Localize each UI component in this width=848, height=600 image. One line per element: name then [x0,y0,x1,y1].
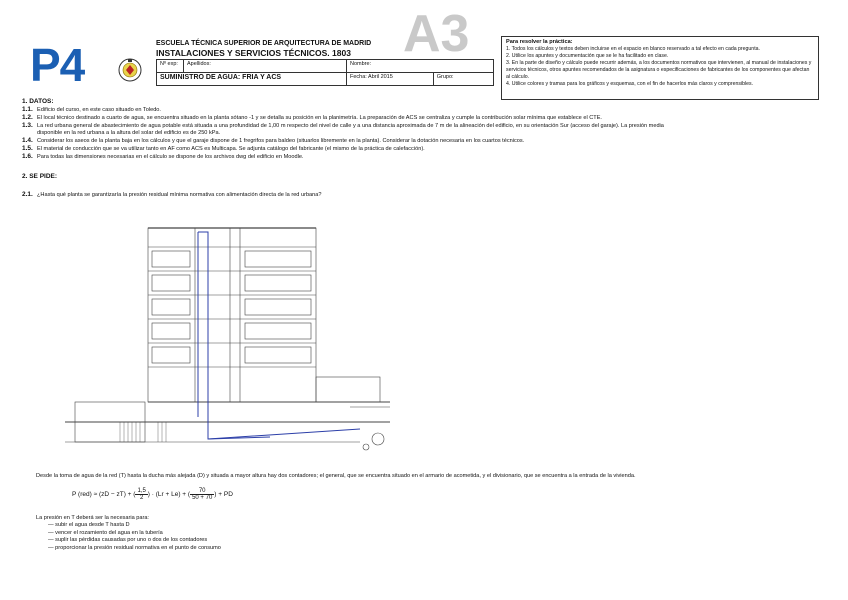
data-item: 1.3. La red urbana general de abastecimiento de agua potable está situada a una profundidad de 1,00 m respecto del nivel de calle y a una distancia aproximada de 7 m de la alineación del edificio, en su orientación Sur (acceso del garaje). La presión media [22,122,664,129]
data-item: 1.1. Edificio del curso, en este caso situado en Toledo. [22,106,161,113]
instructions-box [501,36,819,100]
list-item: — vencer el rozamiento del agua en la tubería [48,530,221,538]
sheet-format: A3 [403,5,470,63]
data-list [22,106,664,161]
list-item: — proporcionar la presión residual normativa en el punto de consumo [48,545,221,553]
question-number: 2.1. [22,191,33,198]
course-name: INSTALACIONES Y SERVICIOS TÉCNICOS. 1803 [156,48,351,58]
instructions-item: 4. Utilice colores y tramas para los gráficos y esquemas, con el fin de hacerlos más claros y comprensibles. [506,81,754,87]
formula-term-2: · (Lr + Le) + [151,491,187,499]
instructions-item: 2. Utilice los apuntes y documentación que se le ha facilitado en clase. [506,53,669,59]
data-item: disponible en la red urbana a la altura del solar del edificio es de 250 kPa. [37,130,221,136]
instructions-title: Para resolver la práctica: [506,39,573,45]
pressure-formula: P (red) ≈ (zD − zT) + ( $\frac{1,5}{2}$ ) · (Lr + Le) + ( $\frac{70}{50 + 70}$ ) + PD [72,488,233,501]
ask-section-title: 2. SE PIDE: [22,173,58,180]
list-item: — subir el agua desde T hasta D [48,522,221,530]
university-seal-icon [117,56,143,84]
need-list [48,522,221,552]
instructions-item: 1. Todos los cálculos y textos deben incluirse en el espacio en blanco reservado a tal efecto en cada pregunta. [506,46,760,52]
formula-fraction-1: $\frac{1,5}{2}$ [137,488,146,501]
surname-field[interactable]: Apellidos: [184,60,347,73]
question-text: ¿Hasta qué planta se garantizaría la presión residual mínima normativa con alimentación directa de la red urbana? [37,192,322,198]
explanation-text: Desde la toma de agua de la red (T) hasta la ducha más alejada (D) y situada a mayor altura hay dos contadores; el general, que se encuentra situado en el armario de acometida, y el divisionario, que se encuentra a la entrada de la vivienda. [36,473,636,479]
instructions-item: 3. En la parte de diseño y cálculo puede recurrir además, a los documentos normativos que intervienen, al manual de instalaciones y servicios técnicos, otros apuntes recomendados de la asignatura o especificaciones de fabricantes de los componentes que afectan al cálculo. [506,60,812,80]
date-field: Fecha: Abril 2015 [347,73,434,86]
data-item: 1.2. El local técnico destinado a cuarto de agua, se encuentra situado en la planta sótano -1 y se detalla su posición en la planimetría. La preparación de ACS se centraliza y cumple la contribución solar mínima que establece el CTE. [22,114,602,121]
data-section-title: 1. DATOS: [22,98,54,105]
formula-lhs: P (red) [72,491,92,499]
data-item: 1.5. El material de conducción que se va utilizar tanto en AF como ACS es Multicapa. Se adjunta catálogo del fabricante (el mismo de la práctica de calefacción). [22,145,425,152]
exp-field[interactable]: Nº exp: [157,60,184,73]
list-item: — suplir las pérdidas causadas por uno o dos de los contadores [48,537,221,545]
formula-term-1: (zD − zT) + [98,491,132,499]
formula-approx: ≈ [93,491,98,499]
data-item: 1.4. Considerar los aseos de la planta baja en los cálculos y que el garaje dispone de 1 fregrifos para baldeo (situarlos libremente en la planta). Considerar la dotación necesaria en los cuartos técnicos. [22,137,525,144]
subject-title: SUMINISTRO DE AGUA: FRIA Y ACS [157,73,347,86]
need-intro: La presión en T deberá ser la necesaria para: [36,515,149,521]
data-item: 1.6. Para todas las dimensiones necesarias en el cálculo se dispone de los archivos dwg del edificio en Moodle. [22,153,304,160]
group-field[interactable]: Grupo: [433,73,493,86]
formula-fraction-2: $\frac{70}{50 + 70}$ [192,488,213,501]
question-line [22,191,322,199]
practice-code: P4 [30,39,85,91]
name-field[interactable]: Nombre: [347,60,494,73]
formula-term-3: + PD [218,491,233,499]
school-name: ESCUELA TÉCNICA SUPERIOR DE ARQUITECTURA DE MADRID [156,40,372,47]
building-section-drawing [60,207,400,469]
student-info-table [156,59,494,86]
